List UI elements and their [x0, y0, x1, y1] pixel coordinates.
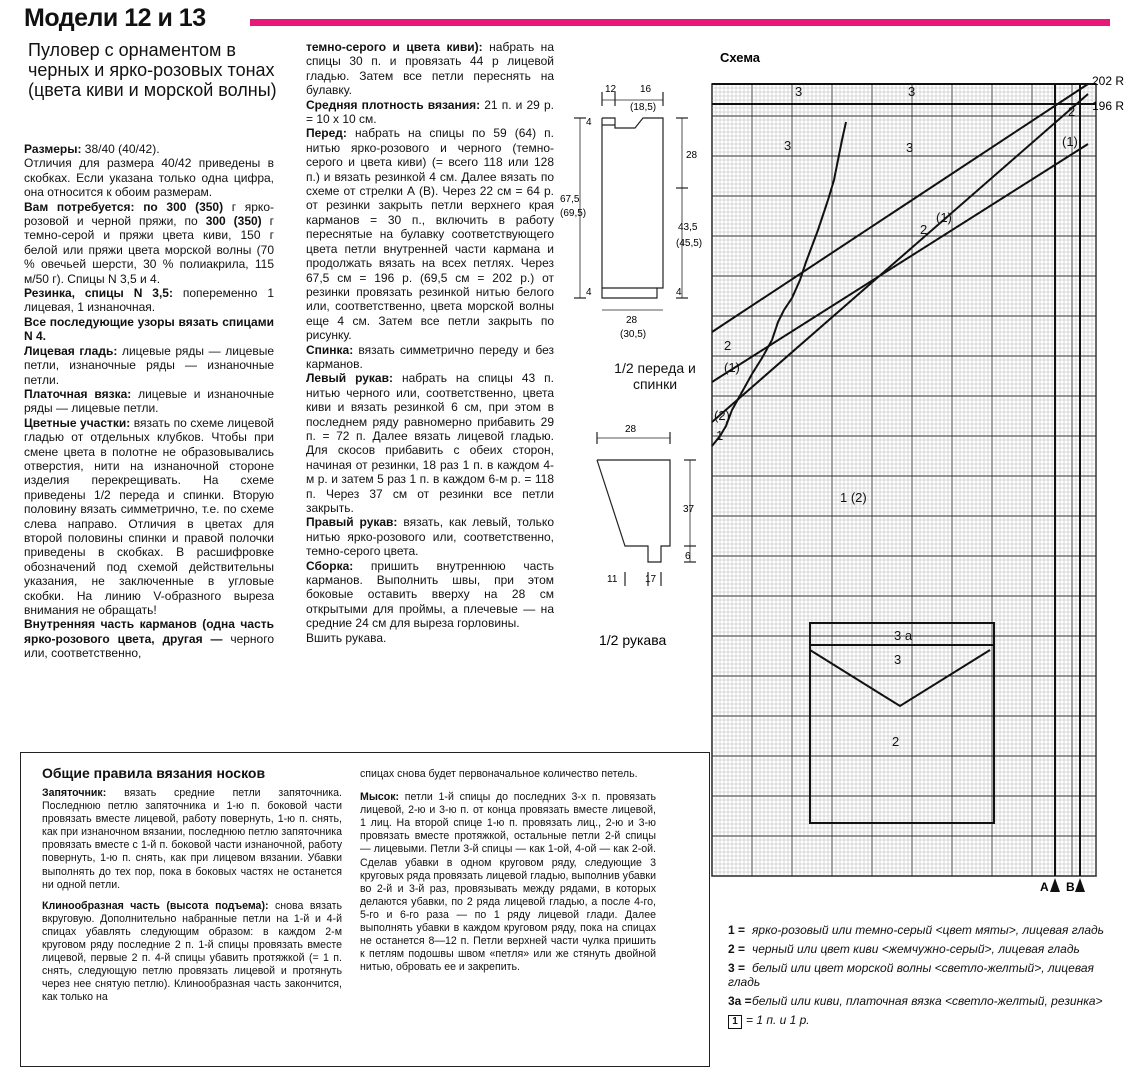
- wedge-paragraph: Клинообразная часть (высота подъема): снова вязать вкруговую. Дополнительно набранные петли на 1-й и 4-й спицах убавлять следующим образом: в каждом 2-м круговом ряду последние 2 п. 1-й спицы провязать вместе лицевой, первые 2 п. 4-й спицы убавить протяжкой (= 1 п. снять, следующую петлю провязать лицевой и протянуть через нее снятую петлю). Клинообразная часть закончится, как только на: [42, 899, 342, 1004]
- color-label: 3: [908, 84, 916, 99]
- color-label: 2: [892, 734, 900, 749]
- color-label: 3: [784, 138, 792, 153]
- front-rib-left: 4: [586, 287, 592, 298]
- arrow-b-label: B: [1066, 880, 1075, 894]
- color-label: 1 (2): [840, 490, 867, 505]
- assembly-paragraph: Сборка: пришить внутреннюю часть карманов. Выполнить швы, при этом боковые оставить вверху на 28 см открытыми для проймы, а плечевые — на средние 24 см для выреза горловины.: [306, 558, 554, 631]
- body-height: 43,5: [678, 222, 698, 233]
- socks-column-1: [42, 787, 342, 1005]
- gauge-paragraph: Средняя плотность вязания: 21 п. и 29 р. = 10 х 10 см.: [306, 97, 554, 127]
- body-height-alt: (45,5): [676, 238, 703, 249]
- arrow-a-label: A: [1040, 880, 1049, 894]
- legend-item: 3 = белый или цвет морской волны <светло-желтый>, лицевая гладь: [728, 961, 1094, 989]
- front-back-caption: 1/2 переда и спинки: [614, 360, 696, 392]
- front-total-height-alt: (69,5): [560, 208, 587, 219]
- chart-grid: [712, 84, 1096, 876]
- color-label: 2: [724, 338, 732, 353]
- garter-paragraph: Платочная вязка: лицевые и изнаночные ряды — лицевые петли.: [24, 386, 274, 416]
- model-subtitle: Пуловер с орнаментом в черных и ярко-розовых тонах (цвета киви и морской волны): [28, 40, 277, 100]
- instructions-column-2: [306, 40, 554, 645]
- front-rib-right: 4: [676, 287, 682, 298]
- color-label: 3: [795, 84, 803, 99]
- sizes-note: Отличия для размера 40/42 приведены в скобках. Если указана только одна цифра, она относится к обоим размерам.: [24, 156, 274, 200]
- color-label: 2: [920, 222, 928, 237]
- page-title: Модели 12 и 13: [24, 4, 206, 32]
- wedge-cont-paragraph: спицах снова будет первоначальное количество петель.: [360, 768, 638, 780]
- materials-paragraph: Вам потребуется: по 300 (350) г ярко-розовой и черной пряжи, по 300 (350) г темно-серой и пряжи цвета киви, 150 г белой или пряжи цвета морской волны (70 % овечьей шерсти, 30 % полиакрила, 115 м/50 г). Спицы N 3,5 и 4.: [24, 199, 274, 286]
- stockinette-paragraph: Лицевая гладь: лицевые ряды — лицевые петли, изнаночные ряды — изнаночные петли.: [24, 343, 275, 387]
- socks-title: Общие правила вязания носков: [42, 765, 266, 781]
- chart-title: Схема: [720, 50, 761, 65]
- color-label: 3: [894, 652, 902, 667]
- cell-symbol-icon: 1: [728, 1015, 742, 1029]
- front-width-left: 12: [605, 84, 617, 95]
- front-bottom-width-alt: (30,5): [620, 329, 647, 340]
- sleeves-sew-paragraph: Вшить рукава.: [306, 630, 387, 645]
- legend-item: 1 = 1 п. и 1 р.: [728, 1013, 1128, 1029]
- color-label: 1: [716, 428, 724, 443]
- front-rib-top: 4: [586, 117, 592, 128]
- color-areas-paragraph: Цветные участки: вязать по схеме лицевой гладью от отдельных клубков. Чтобы при смене цвета в полотне не образовывались отверстия, нити на изнаночной стороне изделия перекрещивать. На схеме приведены 1/2 переда и спинки. Вторую половину вязать симметрично, т.е. по схеме слева направо. Отличия в цветах для второй половины спинки и правой полочки приведены в скобках. В расшифровке обозначений под схемой действительны указания, не заключенные в угловые скобки. На линию V-образного выреза внимания не обращать!: [24, 415, 274, 617]
- sleeve-bottom-1: 11: [607, 574, 618, 585]
- sleeve-schematic: [585, 422, 710, 652]
- legend-item: 3а =белый или киви, платочная вязка <светло-желтый, резинка>: [728, 994, 1103, 1008]
- pockets-cont-paragraph: темно-серого и цвета киви): набрать на спицы 30 п. и провязать 44 р лицевой гладью. Затем все петли переснять на булавку.: [306, 40, 554, 98]
- socks-column-2: [360, 768, 656, 974]
- front-width-right: 16: [640, 84, 652, 95]
- color-label: (1): [936, 210, 952, 225]
- color-label: 3: [906, 140, 914, 155]
- title-bar: [250, 19, 1110, 26]
- right-sleeve-paragraph: Правый рукав: вязать, как левый, только нитью ярко-розового или, соответственно, темно-серого цвета.: [306, 515, 554, 559]
- sizes-paragraph: Размеры: 38/40 (40/42).: [24, 142, 160, 156]
- arrow-b-head: [1075, 878, 1085, 892]
- color-label: (2): [714, 408, 730, 423]
- knitting-chart: [700, 40, 1136, 900]
- pockets-paragraph: Внутренняя часть карманов (одна часть ярко-розового цвета, другая — черного или, соответственно,: [24, 617, 275, 661]
- color-label: (1): [724, 360, 740, 375]
- row-196-label: 196 R: [1092, 99, 1125, 113]
- heel-paragraph: Запяточник: вязать средние петли запяточника. Последнюю петлю запяточника и 1-ю п. боковой части провязать вместе лицевой, работу повернуть, 1-ю п. снять, как при изнаночном вязании, последнюю петлю запяточника провязать вместе с 1-й п. боковой части изнаночной, работу повернуть, 1-ю п. снять, как при лицевом вязании. Убавки выполнять до тех пор, пока в боковых частях не останется ни одной петли.: [42, 787, 342, 891]
- legend-item: 2 = черный или цвет киви <жемчужно-серый>, лицевая гладь: [728, 942, 1080, 956]
- sleeve-top-width: 28: [625, 424, 637, 435]
- instructions-column-1: [24, 142, 274, 661]
- toe-paragraph: Мысок: петли 1-й спицы до последних 3-х п. провязать лицевой, 2-ю и 3-ю п. от конца провязать вместе лицевой, 1 лиц. На второй спице 1-ю п. провязать лиц., 2-ю и 3-ю провязать вместе протяжкой, остальные петли 2-й спицы — лицевыми. Петли 3-й спицы — как 1-ой, 4-ой — как 2-ой. Сделав убавки в одном круговом ряду, следующие 3 круговых ряда провязать лицевой гладью, выполнив убавки во 2-й и 3-й раз, провязывать между рядами, в которых делаются убавки, по 2 ряда лицевой гладью, а после 4-го, 5-го и 6-го раза — по 1 ряду лицевой глади. Далее выполнять убавки в каждом круговом ряду, пока на спицах не останется 8—12 п. Петли верхней части чулка пришить к петлям подошвы швом «петля» или же стянуть двойной нитью, обровать ее и закрепить.: [360, 791, 656, 974]
- legend-item: 1 = ярко-розовый или темно-серый <цвет мяты>, лицевая гладь: [728, 923, 1104, 937]
- back-paragraph: Спинка: вязать симметрично переду и без карманов.: [306, 342, 554, 371]
- sleeve-height: 37: [683, 504, 695, 515]
- rib-paragraph: Резинка, спицы N 3,5: попеременно 1 лицевая, 1 изнаночная.: [24, 286, 274, 315]
- needles-paragraph: Все последующие узоры вязать спицами N 4.: [24, 314, 274, 344]
- front-paragraph: Перед: набрать на спицы по 59 (64) п. нитью ярко-розового и черного (темно-серого и цвета киви) (= всего 118 или 128 п.) и вязать резинкой 4 см. Далее вязать по схеме от стрелки А (В). Через 22 см = 64 р. от резинки закрыть петли верхнего края карманов = 30 п., включить в работу переснятые на булавку соответствующего цвета петли внутренней части кармана и продолжать вязать на всех петлях. Через 67,5 см = 196 р. (69,5 см = 202 р.) от резинки провязать резинкой нитью белого или, соответственно, цвета морской волны еще 4 см. Затем все петли закрыть по рисунку.: [306, 126, 554, 343]
- sleeve-bottom-2: 17: [645, 574, 657, 585]
- sleeve-rib-height: 6: [685, 551, 691, 562]
- left-sleeve-paragraph: Левый рукав: набрать на спицы 43 п. нитью черного или, соответственно, цвета киви и вязать резинкой 6 см, при этом в последнем ряду равномерно прибавить 29 п. = 72 п. Далее вязать лицевой гладью. Для скосов прибавить с обеих сторон, начиная от резинки, 18 раз 1 п. в каждом 4-м р. и затем 5 раз 1 п. в каждом 6-м р. = 118 п. Через 37 см от резинки все петли закрыть.: [306, 371, 555, 515]
- front-width-right-alt: (18,5): [630, 102, 657, 113]
- front-back-schematic: [560, 78, 710, 398]
- row-202-label: 202 R: [1092, 74, 1125, 88]
- front-bottom-width: 28: [626, 315, 638, 326]
- color-label: (1): [1062, 134, 1078, 149]
- armhole-height: 28: [686, 150, 698, 161]
- sleeve-caption: 1/2 рукава: [599, 632, 667, 648]
- front-total-height: 67,5: [560, 194, 580, 205]
- arrow-a-head: [1050, 878, 1060, 892]
- color-label: 3 a: [894, 628, 913, 643]
- chart-legend: [728, 923, 1128, 1034]
- color-label: 2: [1068, 104, 1076, 119]
